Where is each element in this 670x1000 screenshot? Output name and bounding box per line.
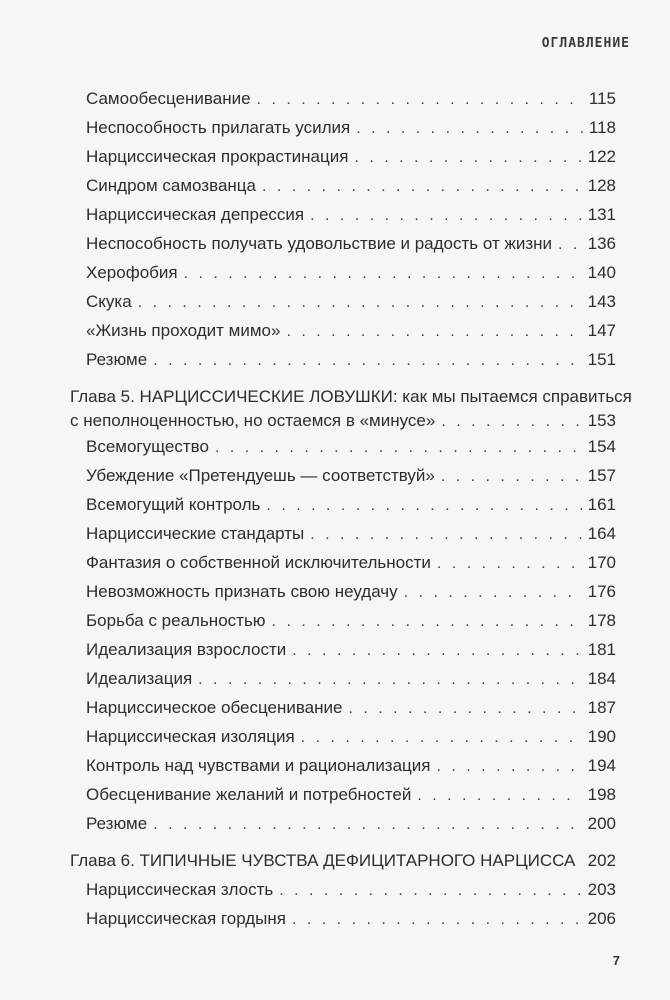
chapter-6-page: 202 xyxy=(587,851,616,870)
dot-leader xyxy=(153,814,581,836)
toc-entry[interactable] xyxy=(86,523,616,546)
dot-leader xyxy=(138,292,582,314)
toc-entry-title: Синдром самозванца xyxy=(86,176,256,195)
toc-entry-page: 161 xyxy=(587,495,616,514)
toc-entry-page: 181 xyxy=(587,640,616,659)
toc-entry[interactable] xyxy=(86,697,616,720)
toc-entry[interactable] xyxy=(86,784,616,807)
toc-entry-title: Неспособность получать удовольствие и радость от жизни xyxy=(86,234,552,253)
dot-leader xyxy=(215,437,582,459)
toc-entry-page: 157 xyxy=(587,466,616,485)
toc-entry-title: Идеализация взрослости xyxy=(86,640,287,659)
toc-entry-title: Нарциссическая гордыня xyxy=(86,909,286,928)
dot-leader xyxy=(184,263,582,285)
dot-leader xyxy=(441,411,581,433)
toc-entry[interactable] xyxy=(86,639,616,662)
toc-entry-title: Контроль над чувствами и рационализация xyxy=(86,756,431,775)
toc-entry[interactable] xyxy=(86,552,616,575)
toc-entry-title: Всемогущий контроль xyxy=(86,495,261,514)
toc-entry-title: Невозможность признать свою неудачу xyxy=(86,582,398,601)
toc-entry[interactable] xyxy=(86,755,616,778)
dot-leader xyxy=(437,553,582,575)
dot-leader xyxy=(262,176,582,198)
dot-leader xyxy=(286,321,581,343)
toc-entry-page: 154 xyxy=(587,437,616,456)
dot-leader xyxy=(292,909,582,931)
toc-entry-title: Скука xyxy=(86,292,132,311)
dot-leader xyxy=(257,89,583,111)
toc-entry[interactable] xyxy=(86,813,616,836)
dot-leader xyxy=(356,118,583,140)
dot-leader xyxy=(153,350,581,372)
toc-entry-title: Резюме xyxy=(86,350,148,369)
toc-entry-page: 200 xyxy=(587,814,616,833)
toc-entry-page: 176 xyxy=(587,582,616,601)
toc-entry[interactable] xyxy=(86,668,616,691)
toc-entry-page: 140 xyxy=(587,263,616,282)
toc-entry-title: Борьба с реальностью xyxy=(86,611,266,630)
dot-leader xyxy=(558,234,582,256)
toc-entry-title: Неспособность прилагать усилия xyxy=(86,118,351,137)
toc-entry-title: Убеждение «Претендуешь — соответствуй» xyxy=(86,466,435,485)
toc-entry[interactable] xyxy=(86,262,616,285)
dot-leader xyxy=(301,727,582,749)
toc-entry-page: 184 xyxy=(587,669,616,688)
toc-entry-page: 151 xyxy=(587,350,616,369)
toc-entry[interactable] xyxy=(86,117,616,140)
running-header: ОГЛАВЛЕНИЕ xyxy=(541,36,630,51)
toc-entry[interactable] xyxy=(86,204,616,227)
chapter-5-title-line2: с неполноценностью, но остаемся в «минусе» xyxy=(70,411,436,430)
toc-entry-title: Нарциссическое обесценивание xyxy=(86,698,343,717)
toc-entry-page: 122 xyxy=(587,147,616,166)
dot-leader xyxy=(404,582,582,604)
dot-leader xyxy=(272,611,582,633)
toc-entry-title: Идеализация xyxy=(86,669,193,688)
toc-entry-page: 178 xyxy=(587,611,616,630)
toc-entry[interactable] xyxy=(86,726,616,749)
dot-leader xyxy=(437,756,582,778)
toc-entry-title: Всемогущество xyxy=(86,437,209,456)
toc-entry[interactable] xyxy=(86,175,616,198)
toc-entry-title: Резюме xyxy=(86,814,148,833)
toc-entry-title: Нарциссическая изоляция xyxy=(86,727,295,746)
toc-entry-title: Самообесценивание xyxy=(86,89,251,108)
dot-leader xyxy=(348,698,581,720)
toc-entry-page: 187 xyxy=(587,698,616,717)
toc-entry-title: «Жизнь проходит мимо» xyxy=(86,321,281,340)
toc-entry-page: 147 xyxy=(587,321,616,340)
toc-entry[interactable] xyxy=(86,320,616,343)
dot-leader xyxy=(310,524,581,546)
chapter-5-page: 153 xyxy=(587,411,616,430)
toc-entry-page: 203 xyxy=(587,880,616,899)
toc-entry-page: 115 xyxy=(588,89,616,108)
chapter-6-title: Глава 6. ТИПИЧНЫЕ ЧУВСТВА ДЕФИЦИТАРНОГО НАРЦИССА xyxy=(70,851,576,870)
dot-leader xyxy=(279,880,581,902)
toc-entry[interactable] xyxy=(86,349,616,372)
dot-leader xyxy=(441,466,582,488)
dot-leader xyxy=(417,785,581,807)
toc-entry-page: 206 xyxy=(587,909,616,928)
toc-entry[interactable] xyxy=(86,465,616,488)
page-number: 7 xyxy=(612,953,620,968)
toc-entry-page: 118 xyxy=(588,118,616,137)
toc-entry[interactable] xyxy=(86,233,616,256)
dot-leader xyxy=(354,147,581,169)
toc-entry-page: 131 xyxy=(587,205,616,224)
toc-entry-page: 128 xyxy=(587,176,616,195)
toc-entry-title: Херофобия xyxy=(86,263,178,282)
toc-entry[interactable] xyxy=(86,908,616,931)
toc-entry[interactable] xyxy=(86,146,616,169)
toc-entry-title: Нарциссическая злость xyxy=(86,880,274,899)
toc-entry[interactable] xyxy=(86,291,616,314)
chapter-6-entry[interactable] xyxy=(70,850,616,873)
toc-entry[interactable] xyxy=(86,581,616,604)
dot-leader xyxy=(292,640,581,662)
toc-entry[interactable] xyxy=(86,494,616,517)
chapter-5-entry[interactable] xyxy=(70,410,616,433)
toc-entry[interactable] xyxy=(86,610,616,633)
toc-entry[interactable] xyxy=(86,436,616,459)
toc-entry-title: Нарциссическая депрессия xyxy=(86,205,305,224)
dot-leader xyxy=(198,669,581,691)
toc-entry-title: Нарциссическая прокрастинация xyxy=(86,147,349,166)
toc-entry-page: 136 xyxy=(587,234,616,253)
toc-entry[interactable] xyxy=(86,879,616,902)
toc-entry-title: Фантазия о собственной исключительности xyxy=(86,553,431,572)
toc-entry-page: 198 xyxy=(587,785,616,804)
toc-entry-title: Обесценивание желаний и потребностей xyxy=(86,785,412,804)
toc-entry-page: 190 xyxy=(587,727,616,746)
dot-leader xyxy=(266,495,581,517)
dot-leader xyxy=(310,205,582,227)
toc-entry-page: 143 xyxy=(587,292,616,311)
chapter-5-title-line1[interactable]: Глава 5. НАРЦИССИЧЕСКИЕ ЛОВУШКИ: как мы пытаемся справиться xyxy=(70,387,632,406)
toc-entry-title: Нарциссические стандарты xyxy=(86,524,305,543)
toc-entry[interactable] xyxy=(86,88,616,111)
toc-entry-page: 194 xyxy=(587,756,616,775)
toc-entry-page: 164 xyxy=(587,524,616,543)
toc-entry-page: 170 xyxy=(587,553,616,572)
